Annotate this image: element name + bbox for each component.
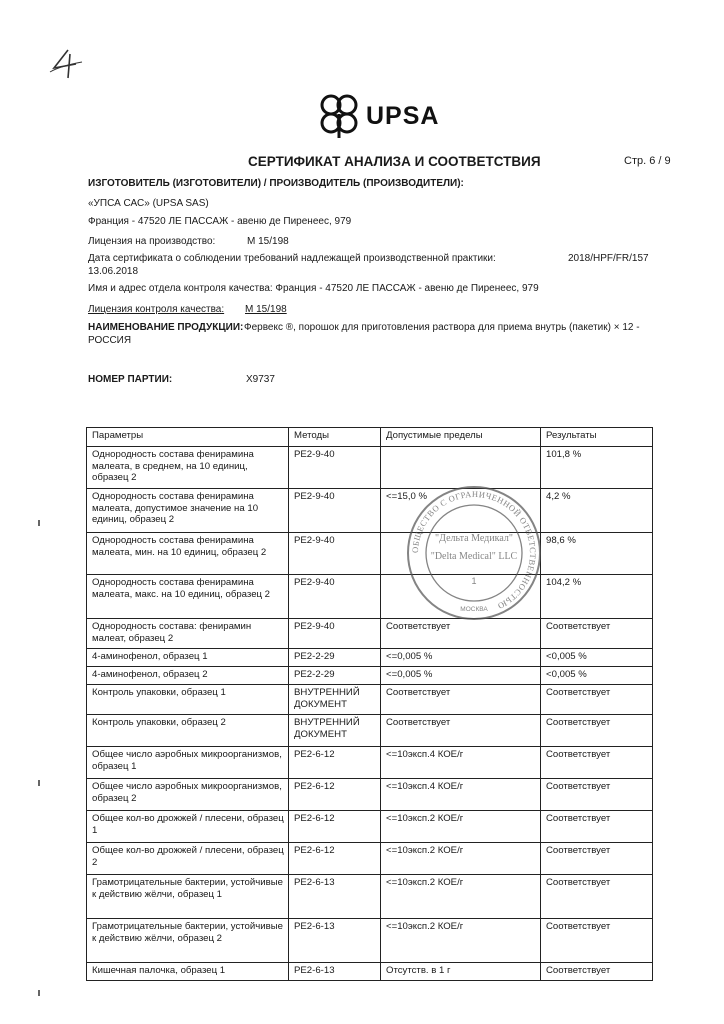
manufacturer-heading: ИЗГОТОВИТЕЛЬ (ИЗГОТОВИТЕЛИ) / ПРОИЗВОДИТЕЛЬ (ПРОИЗВОДИТЕЛИ):: [88, 178, 464, 189]
table-header-row: [87, 428, 653, 447]
gmp-certificate-number: 2018/HPF/FR/157: [568, 253, 649, 264]
parameter-cell: Грамотрицательные бактерии, устойчивые к действию жёлчи, образец 2: [87, 919, 289, 963]
method-cell: PE2-6-13: [289, 919, 381, 963]
result-cell: <0,005 %: [541, 649, 653, 667]
limit-cell: Соответствует: [381, 619, 541, 649]
qc-department-address: Имя и адрес отдела контроля качества: Франция - 47520 ЛЕ ПАССАЖ - авеню де Пиренеес, 979: [88, 283, 539, 294]
table-row: [87, 811, 653, 843]
parameter-cell: Контроль упаковки, образец 1: [87, 685, 289, 715]
table-row: [87, 667, 653, 685]
result-cell: Соответствует: [541, 685, 653, 715]
stamp-ring-text: ОБЩЕСТВО С ОГРАНИЧЕННОЙ ОТВЕТСТВЕННОСТЬЮ: [409, 488, 539, 612]
parameter-cell: Однородность состава фенирамина малеата, макс. на 10 единиц, образец 2: [87, 575, 289, 619]
table-row: [87, 715, 653, 747]
qc-license-value: М 15/198: [245, 304, 287, 315]
header-limits: Допустимые пределы: [381, 428, 541, 447]
table-row: [87, 649, 653, 667]
gmp-certificate-label: Дата сертификата о соблюдении требований надлежащей производственной практики:: [88, 253, 496, 264]
limit-cell: Отсутств. в 1 г: [381, 963, 541, 981]
result-cell: Соответствует: [541, 619, 653, 649]
method-cell: PE2-9-40: [289, 575, 381, 619]
parameter-cell: Однородность состава фенирамина малеата, допустимое значение на 10 единиц, образец 2: [87, 489, 289, 533]
product-name-line1: Фервекс ®, порошок для приготовления раствора для приема внутрь (пакетик) × 12 -: [244, 322, 640, 333]
limit-cell: <=10эксп.4 КОЕ/г: [381, 779, 541, 811]
production-license-value: М 15/198: [247, 236, 289, 247]
manufacturer-address: Франция - 47520 ЛЕ ПАССАЖ - авеню де Пиренеес, 979: [88, 216, 352, 227]
parameter-cell: Однородность состава фенирамина малеата, мин. на 10 единиц, образец 2: [87, 533, 289, 575]
logo-text: UPSA: [366, 101, 440, 130]
parameter-cell: 4-аминофенол, образец 2: [87, 667, 289, 685]
stamp-name-ru: "Дельта Медикал": [435, 533, 513, 544]
qc-license-label: Лицензия контроля качества:: [88, 304, 225, 315]
method-cell: ВНУТРЕННИЙ ДОКУМЕНТ: [289, 685, 381, 715]
limit-cell: Соответствует: [381, 685, 541, 715]
method-cell: PE2-9-40: [289, 533, 381, 575]
production-license-label: Лицензия на производство:: [88, 236, 216, 247]
handwritten-mark: [46, 44, 86, 84]
method-cell: PE2-6-12: [289, 843, 381, 875]
result-cell: 98,6 %: [541, 533, 653, 575]
method-cell: PE2-2-29: [289, 649, 381, 667]
batch-number: X9737: [246, 374, 275, 385]
method-cell: ВНУТРЕННИЙ ДОКУМЕНТ: [289, 715, 381, 747]
table-row: [87, 875, 653, 919]
stamp-number: 1: [471, 576, 477, 586]
document-title: СЕРТИФИКАТ АНАЛИЗА И СООТВЕТСТВИЯ: [248, 154, 541, 169]
method-cell: PE2-6-12: [289, 747, 381, 779]
limit-cell: <=10эксп.2 КОЕ/г: [381, 811, 541, 843]
parameter-cell: Однородность состава фенирамина малеата, в среднем, на 10 единиц, образец 2: [87, 447, 289, 489]
parameter-cell: Грамотрицательные бактерии, устойчивые к действию жёлчи, образец 1: [87, 875, 289, 919]
table-row: [87, 533, 653, 575]
table-row: [87, 963, 653, 981]
table-row: [87, 843, 653, 875]
method-cell: PE2-2-29: [289, 667, 381, 685]
company-stamp: [404, 483, 544, 623]
upsa-logo: [316, 92, 439, 140]
limit-cell: <=10эксп.2 КОЕ/г: [381, 875, 541, 919]
result-cell: <0,005 %: [541, 667, 653, 685]
header-parameters: Параметры: [87, 428, 289, 447]
parameter-cell: Общее кол-во дрожжей / плесени, образец 2: [87, 843, 289, 875]
method-cell: PE2-6-13: [289, 963, 381, 981]
margin-mark: [38, 990, 40, 996]
parameter-cell: Контроль упаковки, образец 2: [87, 715, 289, 747]
parameter-cell: Общее кол-во дрожжей / плесени, образец 1: [87, 811, 289, 843]
page-number: Стр. 6 / 9: [624, 155, 671, 167]
method-cell: PE2-6-12: [289, 779, 381, 811]
method-cell: PE2-9-40: [289, 489, 381, 533]
product-name-line2: РОССИЯ: [88, 335, 132, 346]
header-results: Результаты: [541, 428, 653, 447]
result-cell: Соответствует: [541, 811, 653, 843]
table-row: [87, 685, 653, 715]
table-row: [87, 919, 653, 963]
parameter-cell: Кишечная палочка, образец 1: [87, 963, 289, 981]
limit-cell: <=10эксп.2 КОЕ/г: [381, 919, 541, 963]
result-cell: 104,2 %: [541, 575, 653, 619]
stamp-name-en: "Delta Medical" LLC: [430, 551, 518, 562]
clover-logo-icon: [316, 92, 362, 140]
result-cell: Соответствует: [541, 747, 653, 779]
result-cell: Соответствует: [541, 715, 653, 747]
parameter-cell: 4-аминофенол, образец 1: [87, 649, 289, 667]
limit-cell: <=10эксп.2 КОЕ/г: [381, 843, 541, 875]
method-cell: PE2-6-12: [289, 811, 381, 843]
batch-label: НОМЕР ПАРТИИ:: [88, 374, 173, 385]
table-row: [87, 779, 653, 811]
table-row: [87, 489, 653, 533]
result-cell: Соответствует: [541, 779, 653, 811]
result-cell: Соответствует: [541, 875, 653, 919]
parameter-cell: Общее число аэробных микроорганизмов, образец 2: [87, 779, 289, 811]
margin-mark: [38, 780, 40, 786]
limit-cell: Соответствует: [381, 715, 541, 747]
parameter-cell: Однородность состава: фенирамин малеат, образец 2: [87, 619, 289, 649]
margin-mark: [38, 520, 40, 526]
limit-cell: <=10эксп.4 КОЕ/г: [381, 747, 541, 779]
table-row: [87, 447, 653, 489]
table-row: [87, 747, 653, 779]
limit-cell: <=0,005 %: [381, 667, 541, 685]
limit-cell: <=15,0 %: [381, 489, 541, 533]
result-cell: Соответствует: [541, 843, 653, 875]
result-cell: 101,8 %: [541, 447, 653, 489]
limit-cell: <=0,005 %: [381, 649, 541, 667]
result-cell: 4,2 %: [541, 489, 653, 533]
result-cell: Соответствует: [541, 963, 653, 981]
results-table: [86, 427, 653, 981]
parameter-cell: Общее число аэробных микроорганизмов, образец 1: [87, 747, 289, 779]
table-row: [87, 575, 653, 619]
stamp-city: МОСКВА: [460, 606, 488, 613]
method-cell: PE2-6-13: [289, 875, 381, 919]
gmp-certificate-date: 13.06.2018: [88, 266, 139, 277]
table-row: [87, 619, 653, 649]
product-label: НАИМЕНОВАНИЕ ПРОДУКЦИИ:: [88, 322, 244, 333]
manufacturer-name: «УПСА САС» (UPSA SAS): [88, 198, 209, 209]
method-cell: PE2-9-40: [289, 619, 381, 649]
result-cell: Соответствует: [541, 919, 653, 963]
header-methods: Методы: [289, 428, 381, 447]
method-cell: PE2-9-40: [289, 447, 381, 489]
